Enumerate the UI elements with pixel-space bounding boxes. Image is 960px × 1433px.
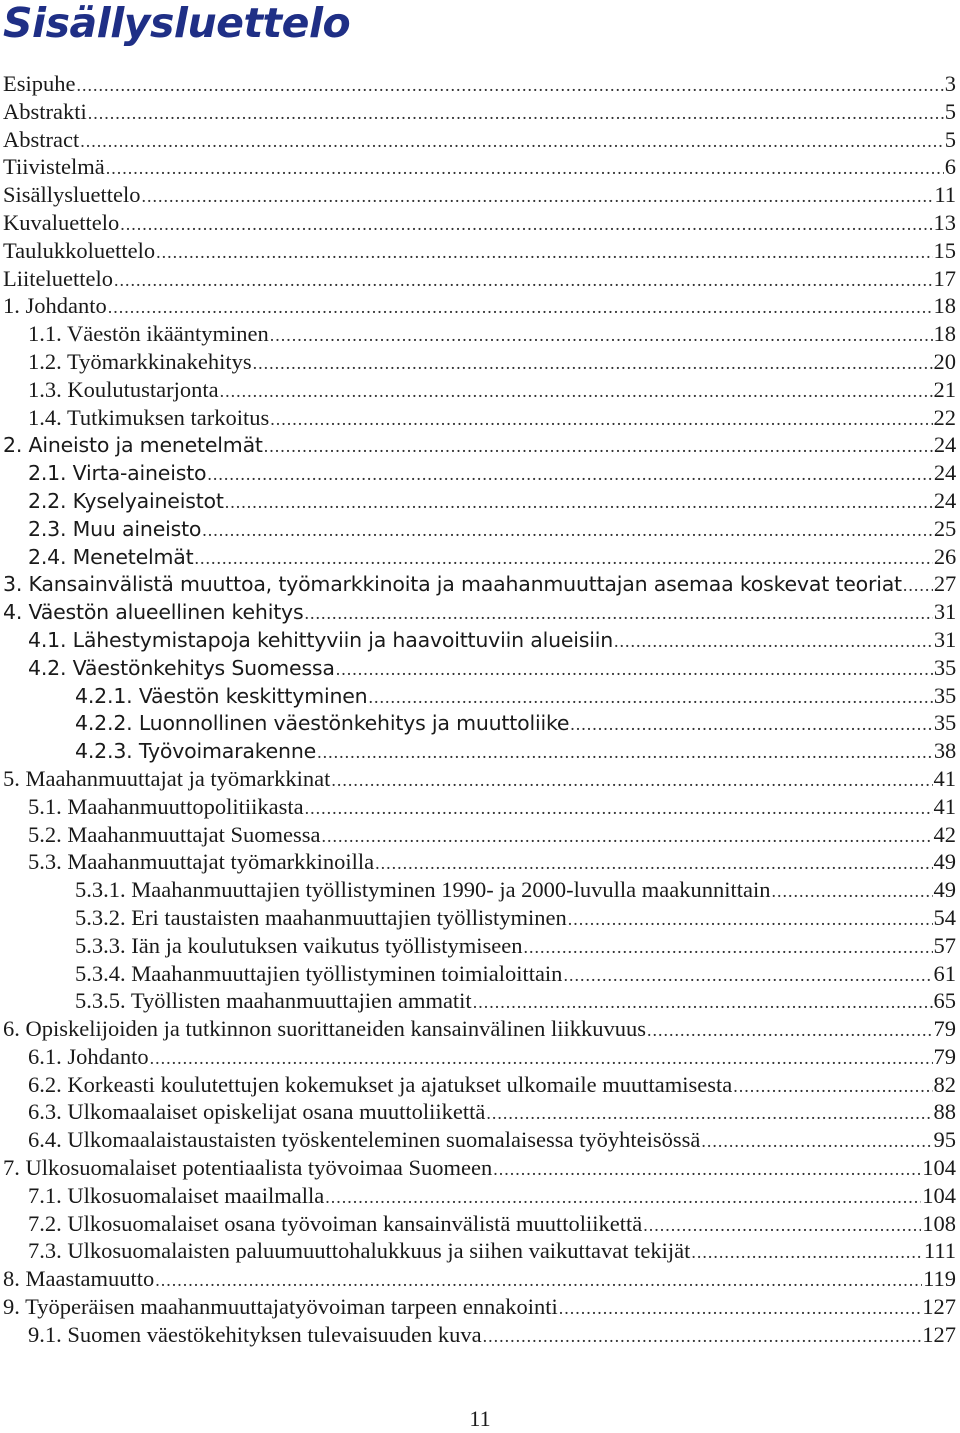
toc-entry-title: Kansainvälistä muuttoa, työmarkkinoita ja maahanmuuttajan asemaa koskevat teoriat [28,572,902,597]
toc-entry-title: Väestön alueellinen kehitys [28,600,304,625]
toc-entry-title: Aineisto ja menetelmät [28,433,263,458]
toc-entry-title: Tiivistelmä [3,154,105,180]
toc-entry-label [75,738,316,766]
toc-entry-title: Työperäisen maahanmuuttajatyövoiman tarpeen ennakointi [25,1294,558,1320]
toc-entry-number: 9. [3,1294,20,1320]
toc-entry-label [3,126,79,154]
toc-entry-label [28,460,206,488]
dot-leader [156,239,932,267]
toc-entry-title: Eri taustaisten maahanmuuttajien työllistyminen [131,904,567,930]
toc-entry[interactable] [0,1210,956,1238]
toc-entry-title: Opiskelijoiden ja tutkinnon suorittaneiden kansainvälinen liikkuvuus [25,1016,647,1042]
toc-entry-number: 5.3.3. [75,932,126,958]
toc-entry-label [28,1071,732,1099]
toc-entry-label [28,1182,324,1210]
toc-entry-title: Johdanto [67,1043,149,1069]
toc-entry-label [28,376,219,404]
toc-entry-page: 21 [933,376,956,402]
toc-entry-page: 13 [933,209,956,235]
toc-entry-number: 6. [3,1016,20,1042]
toc-entry-label [75,960,562,988]
toc-entry-number: 1. [3,293,20,319]
toc-entry-label [28,1237,690,1265]
dot-leader [88,100,944,128]
toc-entry-page: 31 [933,626,956,652]
dot-leader [155,1267,922,1295]
toc-entry-title: Kyselyaineistot [72,488,224,513]
toc-entry-label [3,599,303,627]
toc-entry-title: Työvoimarakenne [138,739,317,764]
toc-entry-label [3,237,155,265]
toc-entry-title: Abstract [3,126,80,152]
toc-entry[interactable] [0,1182,956,1210]
dot-leader [142,183,934,211]
toc-entry-number: 5.3. [28,849,62,875]
dot-leader [108,294,933,322]
toc-entry-title: Ulkomaalaistaustaisten työskenteleminen suomalaisessa työyhteisössä [67,1127,701,1153]
toc-entry-label [28,320,269,348]
toc-entry-page: 79 [933,1043,956,1069]
toc-entry-number: 2.3. [28,516,67,541]
toc-entry[interactable] [0,431,956,459]
toc-entry-label [28,404,269,432]
toc-entry-title: Maahanmuuttajien työllistyminen toimialoittain [131,960,563,986]
dot-leader [114,267,933,295]
dot-leader [120,211,932,239]
toc-entry[interactable] [0,1321,956,1349]
toc-entry-number: 6.1. [28,1043,62,1069]
toc-entry-number: 5.3.1. [75,877,126,903]
toc-entry-page: 5 [944,98,956,124]
dot-leader [493,1156,921,1184]
toc-entry-page: 24 [933,460,956,486]
toc-entry-number: 7.1. [28,1182,62,1208]
toc-entry-page: 104 [922,1155,956,1181]
toc-entry-label [3,765,330,793]
toc-entry-number: 2. [3,433,23,458]
toc-entry-number: 4.2.3. [75,739,133,764]
toc-entry-label [3,432,263,460]
toc-entry-title: Abstrakti [3,98,87,124]
toc-entry-label [28,1098,485,1126]
toc-entry-label [75,932,522,960]
toc-entry[interactable] [0,404,956,432]
toc-entry-page: 26 [933,543,956,569]
toc-entry-number: 2.2. [28,488,67,513]
toc-entry-label [28,1126,700,1154]
toc-entry[interactable] [0,598,956,626]
toc-entry-label [3,571,902,599]
toc-entry-label [28,348,252,376]
toc-entry-page: 54 [933,904,956,930]
toc-entry-page: 15 [933,237,956,263]
dot-leader [691,1239,923,1267]
toc-entry-number: 5. [3,765,20,791]
toc-entry-title: Maahanmuuttajien työllistyminen 1990- ja 2000-luvulla maakunnittain [131,877,771,903]
toc-entry-title: Työllisten maahanmuuttajien ammatit [130,988,472,1014]
toc-entry[interactable] [0,1071,956,1099]
toc-entry-number: 2.1. [28,461,67,486]
toc-entry-label [3,181,141,209]
toc-entry-page: 35 [933,710,956,736]
toc-entry[interactable] [0,98,956,126]
toc-entry-page: 127 [922,1294,956,1320]
dot-leader [486,1100,932,1128]
toc-entry[interactable] [0,1265,956,1293]
toc-entry-number: 7.2. [28,1210,62,1236]
toc-entry-number: 5.3.5. [75,988,126,1014]
toc-entry-number: 4.2. [28,655,67,680]
toc-entry[interactable] [0,821,956,849]
toc-entry[interactable] [0,153,956,181]
dot-leader [570,711,933,739]
toc-entry-page: 35 [933,682,956,708]
toc-entry-label [28,1321,482,1349]
dot-leader [614,628,933,656]
toc-entry[interactable] [0,709,956,737]
toc-entry-title: Esipuhe [3,71,76,96]
toc-entry[interactable] [0,376,956,404]
toc-entry-label [3,1293,558,1321]
toc-entry[interactable] [0,181,956,209]
dot-leader [483,1323,922,1351]
toc-entry-label [3,209,119,237]
toc-entry-page: 127 [922,1321,956,1347]
toc-entry[interactable] [0,487,956,515]
toc-entry[interactable] [0,654,956,682]
toc-entry-page: 49 [933,877,956,903]
toc-entry-label [28,1210,642,1238]
toc-entry-number: 9.1. [28,1321,62,1347]
toc-entry-title: Työmarkkinakehitys [66,348,252,374]
toc-entry-number: 1.2. [28,348,62,374]
toc-entry-title: Iän ja koulutuksen vaikutus työllistymiseen [131,932,523,958]
toc-entry-page: 49 [933,849,956,875]
toc-entry-number: 7. [3,1155,20,1181]
toc-entry-label [28,821,320,849]
toc-entry[interactable] [0,1293,956,1321]
toc-entry-title: Maahanmuuttajat työmarkkinoilla [67,849,375,875]
toc-entry[interactable] [0,1015,956,1043]
toc-entry[interactable] [0,960,956,988]
toc-entry-page: 24 [933,432,956,458]
dot-leader [150,1045,933,1073]
toc-entry-page: 31 [933,599,956,625]
dot-leader [270,322,933,350]
toc-entry-page: 88 [933,1099,956,1125]
toc-entry-title: Taulukkoluettelo [3,237,156,263]
dot-leader [331,767,932,795]
toc-entry[interactable] [0,126,956,154]
dot-leader [772,878,933,906]
toc-entry-number: 4. [3,600,23,625]
toc-entry-page: 20 [933,348,956,374]
toc-entry[interactable] [0,1237,956,1265]
dot-leader [375,850,932,878]
toc-entry[interactable] [0,459,956,487]
toc-entry-number: 5.3.4. [75,960,126,986]
dot-leader [304,600,932,628]
toc-entry-page: 6 [944,154,956,180]
toc-entry-number: 6.4. [28,1127,62,1153]
toc-entry-page: 24 [933,487,956,513]
toc-entry-title: Ulkosuomalaisten paluumuuttohalukkuus ja siihen vaikuttavat tekijät [67,1238,691,1264]
toc-entry-page: 18 [933,293,956,319]
toc-entry[interactable] [0,987,956,1015]
toc-entry[interactable] [0,265,956,293]
toc-entry[interactable] [0,682,956,710]
toc-entry-page: 18 [933,321,956,347]
dot-leader [305,795,933,823]
toc-entry-label [28,655,335,683]
toc-entry[interactable] [0,70,956,98]
toc-entry-label [75,710,569,738]
toc-entry-number: 5.3.2. [75,904,126,930]
toc-entry-title: Lähestymistapoja kehittyviin ja haavoittuviin alueisiin [72,627,614,652]
dot-leader [225,489,933,517]
toc-entry-label [75,683,367,711]
toc-entry[interactable] [0,320,956,348]
toc-entry[interactable] [0,292,956,320]
dot-leader [336,656,933,684]
toc-entry-label [3,265,113,293]
toc-entry-number: 3. [3,572,23,597]
dot-leader [643,1212,921,1240]
toc-entry-title: Liiteluettelo [3,265,113,291]
toc-entry-page: 41 [933,765,956,791]
toc-entry-number: 4.1. [28,627,67,652]
toc-entry[interactable] [0,876,956,904]
dot-leader [559,1295,922,1323]
toc-entry-page: 57 [933,932,956,958]
toc-entry-title: Maahanmuuttajat ja työmarkkinat [25,765,331,791]
table-of-contents [0,70,956,1349]
toc-entry-page: 42 [933,821,956,847]
toc-entry-number: 5.1. [28,793,62,819]
dot-leader [77,72,944,100]
dot-leader [473,989,933,1017]
toc-entry-label [28,627,613,655]
toc-entry[interactable] [0,1043,956,1071]
page-title: Sisällysluettelo [3,0,351,47]
toc-entry[interactable] [0,904,956,932]
toc-entry[interactable] [0,848,956,876]
toc-entry-number: 6.2. [28,1071,62,1097]
dot-leader [563,962,932,990]
toc-entry-title: Koulutustarjonta [67,376,219,402]
toc-entry[interactable] [0,1098,956,1126]
toc-entry-page: 95 [933,1127,956,1153]
dot-leader [733,1073,932,1101]
dot-leader [194,545,932,573]
toc-entry-page: 61 [933,960,956,986]
toc-entry-number: 1.3. [28,376,62,402]
dot-leader [701,1128,932,1156]
toc-entry-title: Väestön keskittyminen [138,683,368,708]
dot-leader [903,572,933,600]
toc-entry[interactable] [0,515,956,543]
dot-leader [325,1184,921,1212]
toc-entry-page: 27 [933,571,956,597]
toc-entry-title: Ulkomaalaiset opiskelijat osana muuttoliikettä [67,1099,486,1125]
toc-entry-title: Maahanmuuttopolitiikasta [67,793,304,819]
toc-entry[interactable] [0,348,956,376]
toc-entry-label [75,987,472,1015]
dot-leader [253,350,933,378]
toc-entry-title: Virta-aineisto [72,461,207,486]
toc-entry-title: Suomen väestökehityksen tulevaisuuden kuva [67,1321,482,1347]
dot-leader [317,739,933,767]
toc-entry-label [3,1154,492,1182]
toc-entry-number: 6.3. [28,1099,62,1125]
dot-leader [202,517,933,545]
toc-entry-title: Tutkimuksen tarkoitus [66,404,270,430]
toc-entry[interactable] [0,765,956,793]
toc-entry-page: 119 [923,1266,956,1292]
toc-entry-number: 8. [3,1266,20,1292]
toc-entry-page: 41 [933,793,956,819]
toc-entry-title: Ulkosuomalaiset osana työvoiman kansainvälistä muuttoliikettä [67,1210,643,1236]
toc-entry-page: 82 [933,1071,956,1097]
dot-leader [80,128,944,156]
toc-entry[interactable] [0,793,956,821]
toc-entry-title: Korkeasti koulutettujen kokemukset ja ajatukset ulkomaile muuttamisesta [67,1071,733,1097]
dot-leader [368,684,932,712]
toc-entry-label [28,793,304,821]
toc-entry-label [3,153,105,181]
toc-entry-page: 108 [922,1210,956,1236]
toc-entry-label [3,292,107,320]
toc-entry-title: Sisällysluettelo [3,182,141,208]
toc-entry-page: 38 [933,738,956,764]
page-number: 11 [469,1406,491,1431]
toc-entry-page: 111 [923,1238,956,1264]
dot-leader [207,461,933,489]
toc-entry-label [28,544,193,572]
toc-entry-number: 2.4. [28,544,67,569]
toc-entry-title: Johdanto [25,293,107,319]
dot-leader [568,906,933,934]
toc-entry[interactable] [0,932,956,960]
toc-entry-label [3,1265,154,1293]
toc-entry-page: 65 [933,988,956,1014]
toc-entry[interactable] [0,209,956,237]
toc-entry-page: 35 [933,654,956,680]
toc-entry[interactable] [0,1154,956,1182]
toc-entry-title: Luonnollinen väestönkehitys ja muuttoliike [138,711,570,736]
toc-entry-page: 79 [933,1016,956,1042]
toc-entry-page: 17 [933,265,956,291]
toc-entry-title: Kuvaluettelo [3,209,120,235]
toc-entry-page: 25 [933,515,956,541]
toc-entry-label [28,1043,149,1071]
toc-entry[interactable] [0,737,956,765]
dot-leader [220,378,933,406]
toc-entry-title: Väestönkehitys Suomessa [72,655,335,680]
toc-entry-number: 5.2. [28,821,62,847]
toc-entry-page: 104 [922,1182,956,1208]
toc-entry-number: 1.1. [28,321,62,347]
toc-entry-label [75,876,771,904]
toc-entry-number: 4.2.2. [75,711,133,736]
toc-entry-title: Ulkosuomalaiset potentiaalista työvoimaa Suomeen [25,1155,493,1181]
toc-entry-title: Muu aineisto [72,516,202,541]
dot-leader [647,1017,932,1045]
toc-entry-title: Menetelmät [72,544,194,569]
toc-entry-number: 4.2.1. [75,683,133,708]
toc-entry-page: 3 [944,71,956,96]
toc-entry-label [75,904,567,932]
dot-leader [264,433,933,461]
toc-entry-title: Väestön ikääntyminen [66,321,269,347]
toc-entry-number: 1.4. [28,404,62,430]
toc-entry[interactable] [0,626,956,654]
toc-entry-label [28,848,374,876]
toc-entry-page: 11 [934,182,956,208]
toc-entry-number: 7.3. [28,1238,62,1264]
toc-entry[interactable] [0,1126,956,1154]
toc-entry-title: Maahanmuuttajat Suomessa [67,821,321,847]
toc-entry[interactable] [0,543,956,571]
toc-entry[interactable] [0,237,956,265]
toc-entry-label [3,70,76,98]
toc-entry[interactable] [0,570,956,598]
toc-entry-label [3,98,87,126]
toc-entry-page: 22 [933,404,956,430]
dot-leader [106,155,944,183]
dot-leader [270,406,932,434]
toc-entry-page: 5 [944,126,956,152]
toc-entry-label [3,1015,646,1043]
toc-entry-title: Ulkosuomalaiset maailmalla [67,1182,325,1208]
dot-leader [321,823,932,851]
toc-entry-label [28,488,224,516]
dot-leader [523,934,932,962]
toc-entry-label [28,516,201,544]
toc-entry-title: Maastamuutto [25,1266,155,1292]
